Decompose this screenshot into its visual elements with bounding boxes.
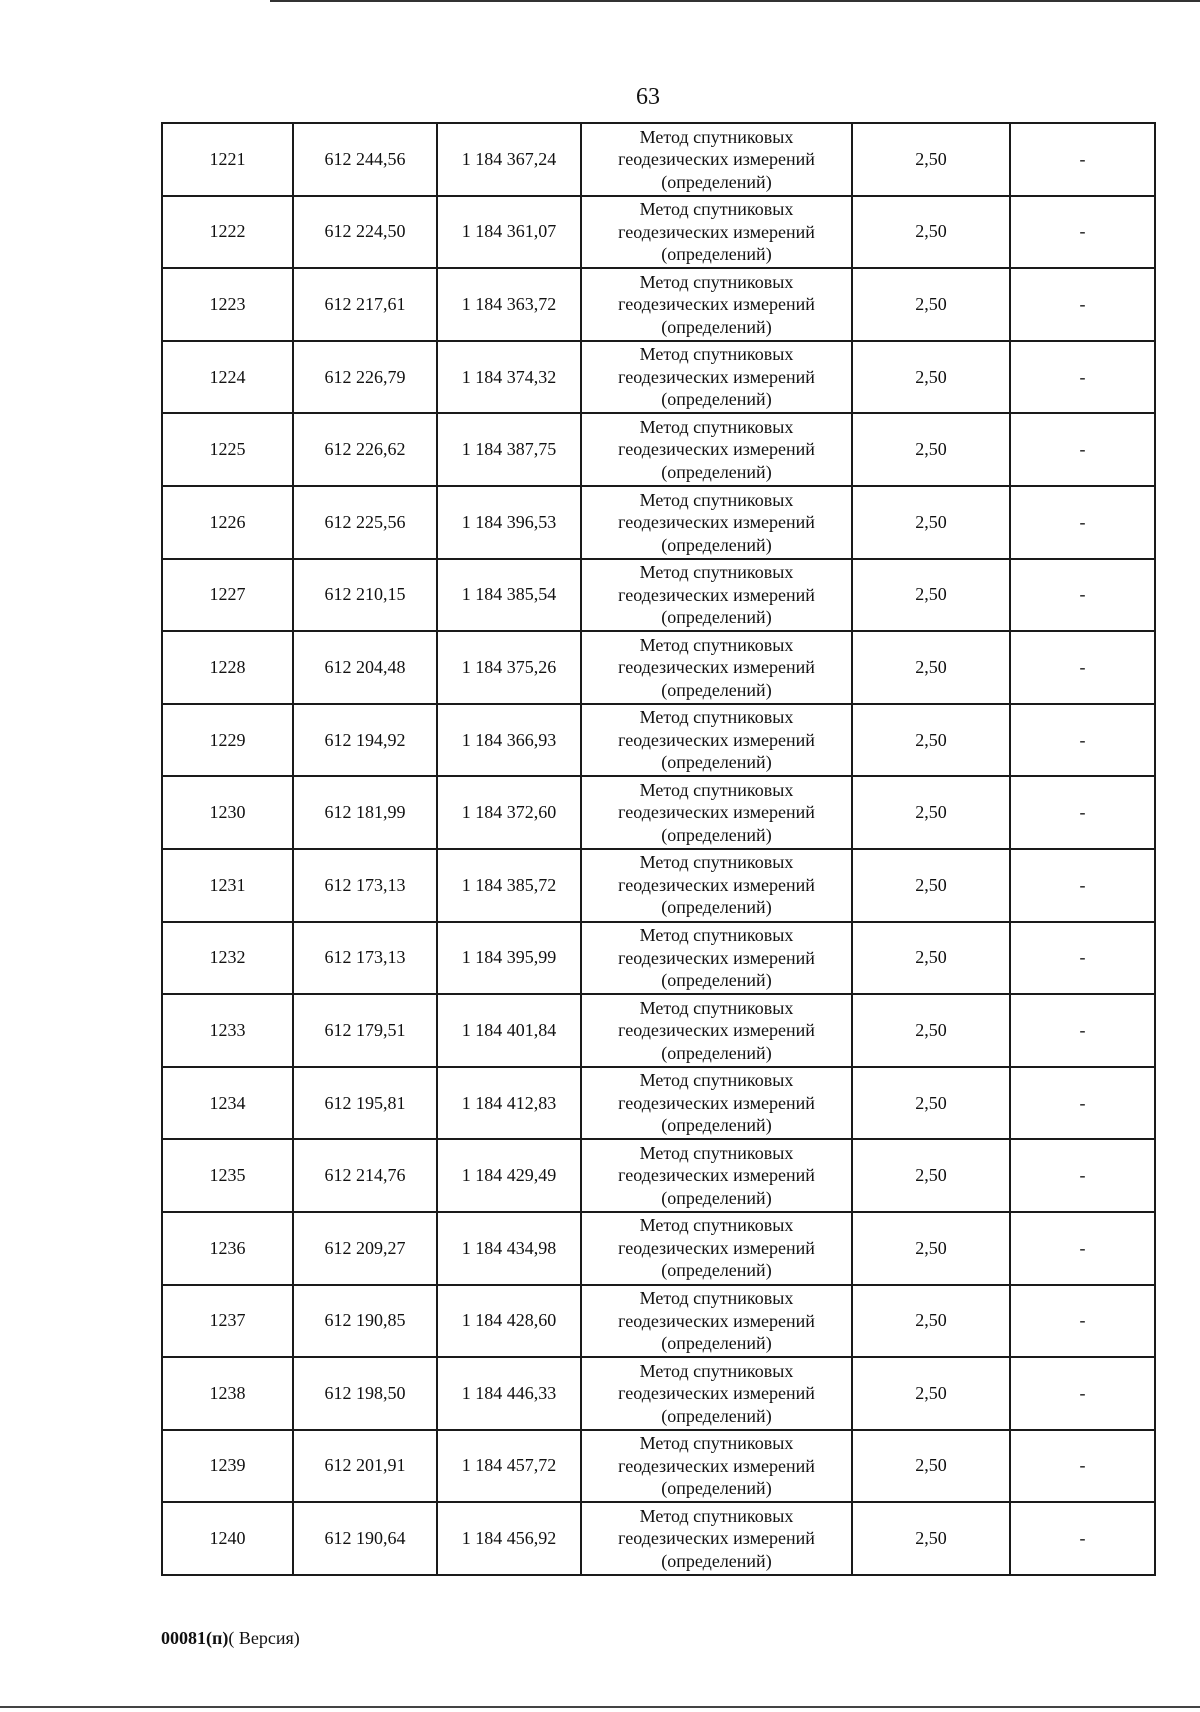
- y-coordinate-cell: 1 184 366,93: [437, 704, 581, 777]
- coordinates-table-body: [162, 123, 1155, 1575]
- x-coordinate-cell: 612 173,13: [293, 922, 437, 995]
- method-line: геодезических измерений: [618, 1455, 815, 1476]
- note-cell: -: [1010, 994, 1155, 1067]
- note-cell: -: [1010, 268, 1155, 341]
- note-cell: -: [1010, 559, 1155, 632]
- document-code: 00081(п): [161, 1628, 229, 1648]
- method-cell: [581, 341, 852, 414]
- table-row: [162, 1502, 1155, 1575]
- method-line: Метод спутниковых: [639, 1215, 794, 1236]
- method-line: Метод спутниковых: [639, 1505, 794, 1526]
- method-line: (определений): [661, 607, 772, 628]
- method-line: Метод спутниковых: [639, 1288, 794, 1309]
- y-coordinate-cell: 1 184 363,72: [437, 268, 581, 341]
- method-line: геодезических измерений: [618, 874, 815, 895]
- method-line: Метод спутниковых: [639, 126, 794, 147]
- method-line: (определений): [661, 970, 772, 991]
- method-line: (определений): [661, 897, 772, 918]
- method-line: (определений): [661, 1405, 772, 1426]
- y-coordinate-cell: 1 184 395,99: [437, 922, 581, 995]
- accuracy-cell: 2,50: [852, 1212, 1010, 1285]
- method-cell: [581, 123, 852, 196]
- table-row: [162, 631, 1155, 704]
- x-coordinate-cell: 612 210,15: [293, 559, 437, 632]
- method-cell: [581, 1502, 852, 1575]
- accuracy-cell: 2,50: [852, 1139, 1010, 1212]
- note-cell: -: [1010, 776, 1155, 849]
- x-coordinate-cell: 612 204,48: [293, 631, 437, 704]
- method-line: (определений): [661, 534, 772, 555]
- method-line: геодезических измерений: [618, 1237, 815, 1258]
- table-row: [162, 1139, 1155, 1212]
- accuracy-cell: 2,50: [852, 341, 1010, 414]
- point-number-cell: 1230: [162, 776, 293, 849]
- note-cell: -: [1010, 486, 1155, 559]
- x-coordinate-cell: 612 195,81: [293, 1067, 437, 1140]
- y-coordinate-cell: 1 184 367,24: [437, 123, 581, 196]
- x-coordinate-cell: 612 198,50: [293, 1357, 437, 1430]
- method-line: (определений): [661, 389, 772, 410]
- note-cell: -: [1010, 1430, 1155, 1503]
- note-cell: -: [1010, 1067, 1155, 1140]
- method-line: Метод спутниковых: [639, 925, 794, 946]
- y-coordinate-cell: 1 184 396,53: [437, 486, 581, 559]
- note-cell: -: [1010, 849, 1155, 922]
- note-cell: -: [1010, 1285, 1155, 1358]
- method-cell: [581, 1139, 852, 1212]
- y-coordinate-cell: 1 184 372,60: [437, 776, 581, 849]
- note-cell: -: [1010, 1357, 1155, 1430]
- method-line: Метод спутниковых: [639, 779, 794, 800]
- table-row: [162, 559, 1155, 632]
- method-cell: [581, 413, 852, 486]
- method-line: (определений): [661, 1260, 772, 1281]
- x-coordinate-cell: 612 181,99: [293, 776, 437, 849]
- method-line: (определений): [661, 1115, 772, 1136]
- point-number-cell: 1231: [162, 849, 293, 922]
- table-row: [162, 1212, 1155, 1285]
- method-cell: [581, 268, 852, 341]
- accuracy-cell: 2,50: [852, 268, 1010, 341]
- method-line: Метод спутниковых: [639, 416, 794, 437]
- method-line: (определений): [661, 1187, 772, 1208]
- table-row: [162, 849, 1155, 922]
- method-line: геодезических измерений: [618, 294, 815, 315]
- method-line: (определений): [661, 1042, 772, 1063]
- x-coordinate-cell: 612 244,56: [293, 123, 437, 196]
- point-number-cell: 1233: [162, 994, 293, 1067]
- x-coordinate-cell: 612 224,50: [293, 196, 437, 269]
- method-line: геодезических измерений: [618, 149, 815, 170]
- accuracy-cell: 2,50: [852, 1502, 1010, 1575]
- point-number-cell: 1228: [162, 631, 293, 704]
- method-cell: [581, 1430, 852, 1503]
- method-line: Метод спутниковых: [639, 1142, 794, 1163]
- table-row: [162, 994, 1155, 1067]
- method-cell: [581, 559, 852, 632]
- table-row: [162, 1285, 1155, 1358]
- point-number-cell: 1229: [162, 704, 293, 777]
- method-cell: [581, 849, 852, 922]
- method-line: (определений): [661, 1333, 772, 1354]
- table-row: [162, 413, 1155, 486]
- y-coordinate-cell: 1 184 446,33: [437, 1357, 581, 1430]
- y-coordinate-cell: 1 184 385,54: [437, 559, 581, 632]
- note-cell: -: [1010, 341, 1155, 414]
- method-line: геодезических измерений: [618, 1528, 815, 1549]
- x-coordinate-cell: 612 201,91: [293, 1430, 437, 1503]
- accuracy-cell: 2,50: [852, 849, 1010, 922]
- method-cell: [581, 1285, 852, 1358]
- method-line: Метод спутниковых: [639, 271, 794, 292]
- x-coordinate-cell: 612 214,76: [293, 1139, 437, 1212]
- method-cell: [581, 1212, 852, 1285]
- point-number-cell: 1223: [162, 268, 293, 341]
- method-line: геодезических измерений: [618, 221, 815, 242]
- method-line: Метод спутниковых: [639, 562, 794, 583]
- method-line: (определений): [661, 824, 772, 845]
- method-line: (определений): [661, 1550, 772, 1571]
- method-line: Метод спутниковых: [639, 1360, 794, 1381]
- method-line: Метод спутниковых: [639, 1070, 794, 1091]
- point-number-cell: 1227: [162, 559, 293, 632]
- table-row: [162, 922, 1155, 995]
- method-line: Метод спутниковых: [639, 634, 794, 655]
- y-coordinate-cell: 1 184 457,72: [437, 1430, 581, 1503]
- method-line: Метод спутниковых: [639, 997, 794, 1018]
- note-cell: -: [1010, 196, 1155, 269]
- x-coordinate-cell: 612 209,27: [293, 1212, 437, 1285]
- accuracy-cell: 2,50: [852, 196, 1010, 269]
- note-cell: -: [1010, 922, 1155, 995]
- y-coordinate-cell: 1 184 429,49: [437, 1139, 581, 1212]
- method-cell: [581, 922, 852, 995]
- y-coordinate-cell: 1 184 387,75: [437, 413, 581, 486]
- method-line: Метод спутниковых: [639, 707, 794, 728]
- point-number-cell: 1235: [162, 1139, 293, 1212]
- y-coordinate-cell: 1 184 456,92: [437, 1502, 581, 1575]
- method-line: геодезических измерений: [618, 947, 815, 968]
- y-coordinate-cell: 1 184 385,72: [437, 849, 581, 922]
- method-line: (определений): [661, 1478, 772, 1499]
- table-row: [162, 704, 1155, 777]
- method-cell: [581, 486, 852, 559]
- method-line: геодезических измерений: [618, 584, 815, 605]
- note-cell: -: [1010, 704, 1155, 777]
- y-coordinate-cell: 1 184 434,98: [437, 1212, 581, 1285]
- accuracy-cell: 2,50: [852, 1430, 1010, 1503]
- method-line: геодезических измерений: [618, 1092, 815, 1113]
- method-line: геодезических измерений: [618, 1310, 815, 1331]
- method-line: геодезических измерений: [618, 1383, 815, 1404]
- method-line: геодезических измерений: [618, 1165, 815, 1186]
- point-number-cell: 1225: [162, 413, 293, 486]
- method-cell: [581, 704, 852, 777]
- point-number-cell: 1232: [162, 922, 293, 995]
- x-coordinate-cell: 612 173,13: [293, 849, 437, 922]
- accuracy-cell: 2,50: [852, 631, 1010, 704]
- point-number-cell: 1226: [162, 486, 293, 559]
- method-cell: [581, 776, 852, 849]
- accuracy-cell: 2,50: [852, 1285, 1010, 1358]
- table-row: [162, 1430, 1155, 1503]
- point-number-cell: 1224: [162, 341, 293, 414]
- point-number-cell: 1236: [162, 1212, 293, 1285]
- method-line: (определений): [661, 171, 772, 192]
- table-row: [162, 486, 1155, 559]
- table-row: [162, 1067, 1155, 1140]
- table-row: [162, 268, 1155, 341]
- note-cell: -: [1010, 1139, 1155, 1212]
- x-coordinate-cell: 612 225,56: [293, 486, 437, 559]
- method-line: Метод спутниковых: [639, 852, 794, 873]
- method-line: геодезических измерений: [618, 1020, 815, 1041]
- accuracy-cell: 2,50: [852, 123, 1010, 196]
- x-coordinate-cell: 612 179,51: [293, 994, 437, 1067]
- page-number: 63: [636, 84, 660, 110]
- accuracy-cell: 2,50: [852, 413, 1010, 486]
- point-number-cell: 1239: [162, 1430, 293, 1503]
- x-coordinate-cell: 612 190,85: [293, 1285, 437, 1358]
- accuracy-cell: 2,50: [852, 704, 1010, 777]
- accuracy-cell: 2,50: [852, 1357, 1010, 1430]
- method-line: Метод спутниковых: [639, 344, 794, 365]
- y-coordinate-cell: 1 184 374,32: [437, 341, 581, 414]
- method-cell: [581, 1357, 852, 1430]
- method-line: геодезических измерений: [618, 366, 815, 387]
- method-cell: [581, 994, 852, 1067]
- x-coordinate-cell: 612 217,61: [293, 268, 437, 341]
- method-line: (определений): [661, 244, 772, 265]
- point-number-cell: 1238: [162, 1357, 293, 1430]
- accuracy-cell: 2,50: [852, 776, 1010, 849]
- method-cell: [581, 631, 852, 704]
- method-cell: [581, 196, 852, 269]
- accuracy-cell: 2,50: [852, 994, 1010, 1067]
- x-coordinate-cell: 612 194,92: [293, 704, 437, 777]
- table-row: [162, 776, 1155, 849]
- document-version: ( Версия): [228, 1628, 300, 1648]
- note-cell: -: [1010, 413, 1155, 486]
- bottom-scan-line: [0, 1706, 1200, 1708]
- method-line: геодезических измерений: [618, 802, 815, 823]
- y-coordinate-cell: 1 184 428,60: [437, 1285, 581, 1358]
- method-line: геодезических измерений: [618, 729, 815, 750]
- y-coordinate-cell: 1 184 361,07: [437, 196, 581, 269]
- point-number-cell: 1240: [162, 1502, 293, 1575]
- accuracy-cell: 2,50: [852, 559, 1010, 632]
- y-coordinate-cell: 1 184 412,83: [437, 1067, 581, 1140]
- x-coordinate-cell: 612 226,79: [293, 341, 437, 414]
- accuracy-cell: 2,50: [852, 1067, 1010, 1140]
- method-line: геодезических измерений: [618, 439, 815, 460]
- note-cell: -: [1010, 631, 1155, 704]
- y-coordinate-cell: 1 184 375,26: [437, 631, 581, 704]
- method-line: (определений): [661, 752, 772, 773]
- method-line: Метод спутниковых: [639, 199, 794, 220]
- accuracy-cell: 2,50: [852, 486, 1010, 559]
- method-line: геодезических измерений: [618, 657, 815, 678]
- table-row: [162, 123, 1155, 196]
- method-line: (определений): [661, 316, 772, 337]
- point-number-cell: 1221: [162, 123, 293, 196]
- method-line: геодезических измерений: [618, 512, 815, 533]
- coordinates-table: [161, 122, 1156, 1576]
- method-line: (определений): [661, 461, 772, 482]
- note-cell: -: [1010, 123, 1155, 196]
- note-cell: -: [1010, 1212, 1155, 1285]
- point-number-cell: 1222: [162, 196, 293, 269]
- point-number-cell: 1237: [162, 1285, 293, 1358]
- y-coordinate-cell: 1 184 401,84: [437, 994, 581, 1067]
- point-number-cell: 1234: [162, 1067, 293, 1140]
- method-line: (определений): [661, 679, 772, 700]
- x-coordinate-cell: 612 190,64: [293, 1502, 437, 1575]
- accuracy-cell: 2,50: [852, 922, 1010, 995]
- method-line: Метод спутниковых: [639, 1433, 794, 1454]
- method-cell: [581, 1067, 852, 1140]
- method-line: Метод спутниковых: [639, 489, 794, 510]
- table-row: [162, 341, 1155, 414]
- table-row: [162, 1357, 1155, 1430]
- table-row: [162, 196, 1155, 269]
- x-coordinate-cell: 612 226,62: [293, 413, 437, 486]
- document-footer: [161, 1626, 300, 1650]
- top-scan-line: [270, 0, 1200, 2]
- note-cell: -: [1010, 1502, 1155, 1575]
